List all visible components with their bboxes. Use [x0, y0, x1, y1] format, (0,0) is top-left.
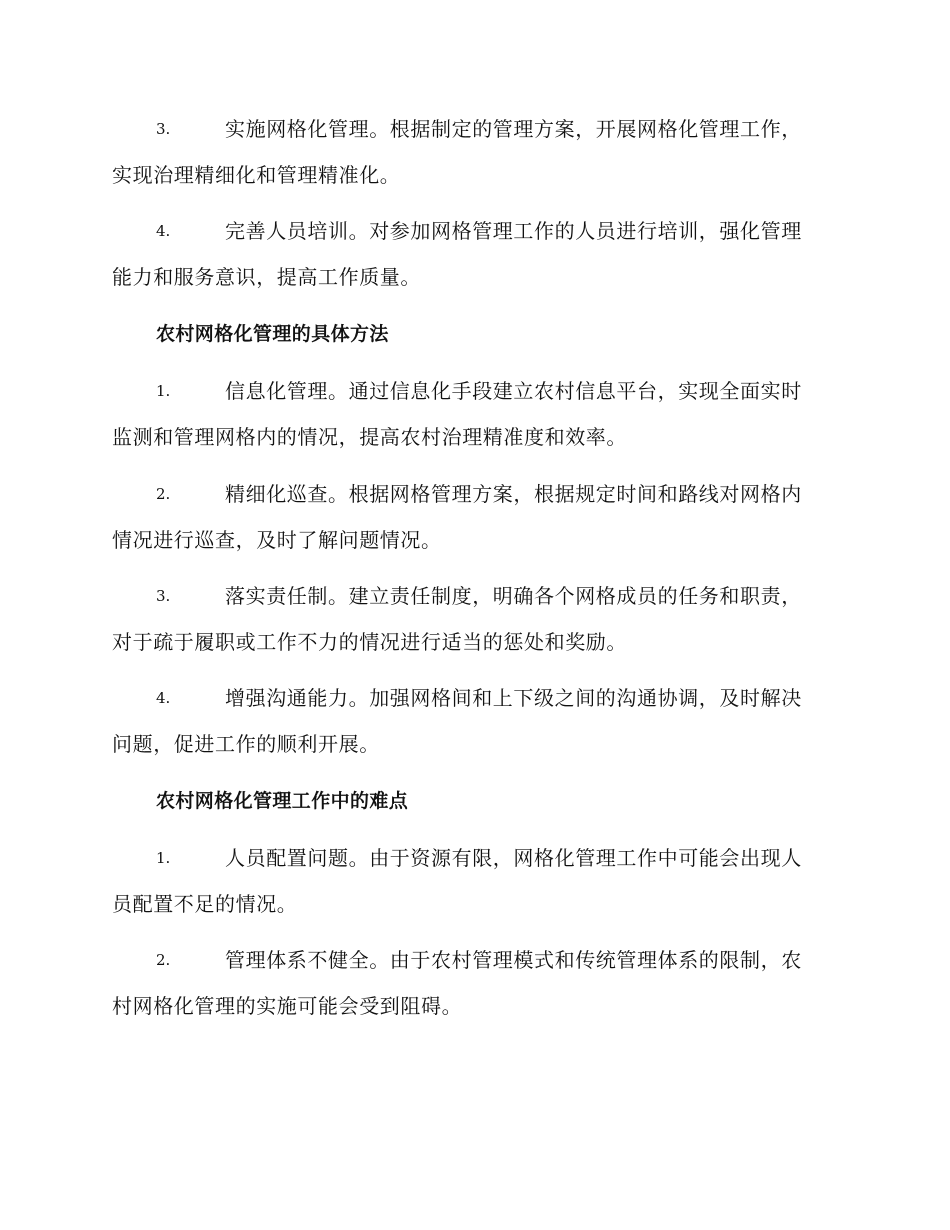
list-item-number: 4. [156, 222, 171, 240]
list-item-text-line-2: 实现治理精细化和管理精准化。 [112, 163, 401, 187]
section-heading: 农村网格化管理工作中的难点 [156, 790, 409, 812]
list-item-text-line-2: 员配置不足的情况。 [112, 892, 298, 916]
list-item-text-line-2: 监测和管理网格内的情况，提高农村治理精准度和效率。 [112, 425, 627, 449]
list-item-number: 1. [156, 382, 171, 400]
list-item-text-line-2: 能力和服务意识，提高工作质量。 [112, 265, 421, 289]
list-item-number: 3. [156, 587, 171, 605]
list-item-text-line-2: 情况进行巡查，及时了解问题情况。 [112, 528, 442, 552]
list-item-text-line-1: 信息化管理。通过信息化手段建立农村信息平台，实现全面实时 [225, 379, 802, 403]
list-item-text-line-2: 问题，促进工作的顺利开展。 [112, 732, 380, 756]
section-heading: 农村网格化管理的具体方法 [156, 323, 389, 345]
list-item-number: 1. [156, 849, 171, 867]
list-item-text-line-1: 实施网格化管理。根据制定的管理方案，开展网格化管理工作， [225, 117, 802, 141]
list-item-text-line-2: 对于疏于履职或工作不力的情况进行适当的惩处和奖励。 [112, 630, 627, 654]
list-item-text-line-1: 增强沟通能力。加强网格间和上下级之间的沟通协调，及时解决 [225, 686, 802, 710]
list-item-text-line-1: 落实责任制。建立责任制度，明确各个网格成员的任务和职责， [225, 584, 802, 608]
list-item-text-line-1: 人员配置问题。由于资源有限，网格化管理工作中可能会出现人 [225, 846, 802, 870]
list-item-text-line-2: 村网格化管理的实施可能会受到阻碍。 [112, 994, 463, 1018]
list-item-number: 2. [156, 951, 171, 969]
list-item-text-line-1: 管理体系不健全。由于农村管理模式和传统管理体系的限制，农 [225, 948, 802, 972]
list-item-number: 3. [156, 120, 171, 138]
list-item-number: 2. [156, 485, 171, 503]
list-item-text-line-1: 精细化巡查。根据网格管理方案，根据规定时间和路线对网格内 [225, 482, 802, 506]
list-item-text-line-1: 完善人员培训。对参加网格管理工作的人员进行培训，强化管理 [225, 219, 802, 243]
list-item-number: 4. [156, 689, 171, 707]
